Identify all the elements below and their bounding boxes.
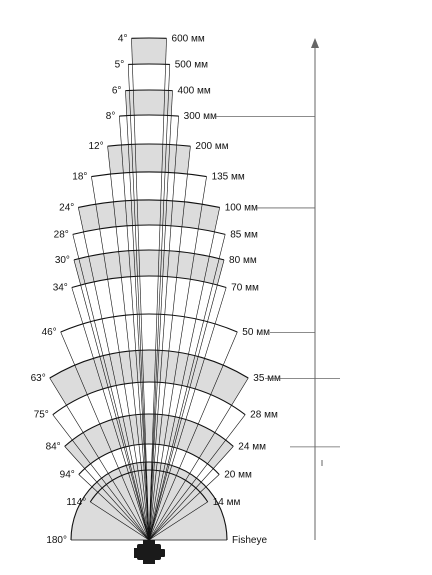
focal-label-114: 14 мм: [212, 496, 241, 508]
fov-arc-18: [91, 172, 206, 177]
focal-axis: [311, 38, 319, 540]
focal-label-63: 35 мм: [253, 372, 281, 384]
focal-label-75: 28 мм: [250, 409, 278, 421]
focal-label-28: 85 мм: [230, 229, 258, 241]
focal-label-8: 300 мм: [183, 111, 217, 123]
angle-label-34: 34°: [52, 282, 68, 294]
focal-label-12: 200 мм: [195, 141, 229, 153]
angle-label-24: 24°: [59, 202, 75, 214]
focal-label-4: 600 мм: [171, 33, 205, 45]
angle-label-114: 114°: [66, 496, 87, 508]
angle-label-4: 4°: [117, 33, 128, 45]
angle-label-12: 12°: [88, 141, 104, 153]
focal-label-6: 400 мм: [177, 85, 211, 97]
focal-label-30: 80 мм: [229, 254, 257, 266]
fov-arc-46: [61, 314, 238, 332]
camera-icon: [134, 540, 165, 564]
fov-band-63: [50, 350, 249, 405]
focal-label-46: 50 мм: [242, 326, 270, 338]
arrow-up-icon: [311, 38, 319, 48]
focal-label-5: 500 мм: [174, 59, 208, 71]
focal-label-180: Fisheye: [232, 535, 268, 546]
angle-label-84: 84°: [45, 441, 61, 453]
fov-arc-8: [119, 115, 178, 116]
angle-label-75: 75°: [33, 409, 49, 421]
angle-label-28: 28°: [53, 229, 69, 241]
fov-band-6: [125, 90, 172, 116]
fov-band-4: [131, 38, 166, 64]
fov-arc-6: [125, 90, 172, 91]
focal-label-94: 20 мм: [224, 469, 252, 481]
focal-label-18: 135 мм: [211, 171, 245, 183]
angle-label-30: 30°: [54, 254, 70, 266]
fov-band-12: [108, 144, 191, 174]
angle-label-5: 5°: [114, 59, 125, 71]
fov-bands: [50, 38, 249, 540]
fov-band-180: [71, 462, 227, 540]
focal-label-24: 100 мм: [224, 202, 258, 214]
angle-label-8: 8°: [105, 111, 116, 123]
angle-label-180: 180°: [46, 535, 67, 546]
angle-label-6: 6°: [111, 85, 122, 97]
focal-label-84: 24 мм: [238, 441, 266, 453]
angle-label-18: 18°: [72, 171, 88, 183]
fov-band-84: [65, 414, 234, 469]
focal-label-34: 70 мм: [231, 282, 259, 294]
angle-label-94: 94°: [59, 469, 75, 481]
angle-label-63: 63°: [30, 372, 46, 384]
angle-label-46: 46°: [41, 326, 57, 338]
